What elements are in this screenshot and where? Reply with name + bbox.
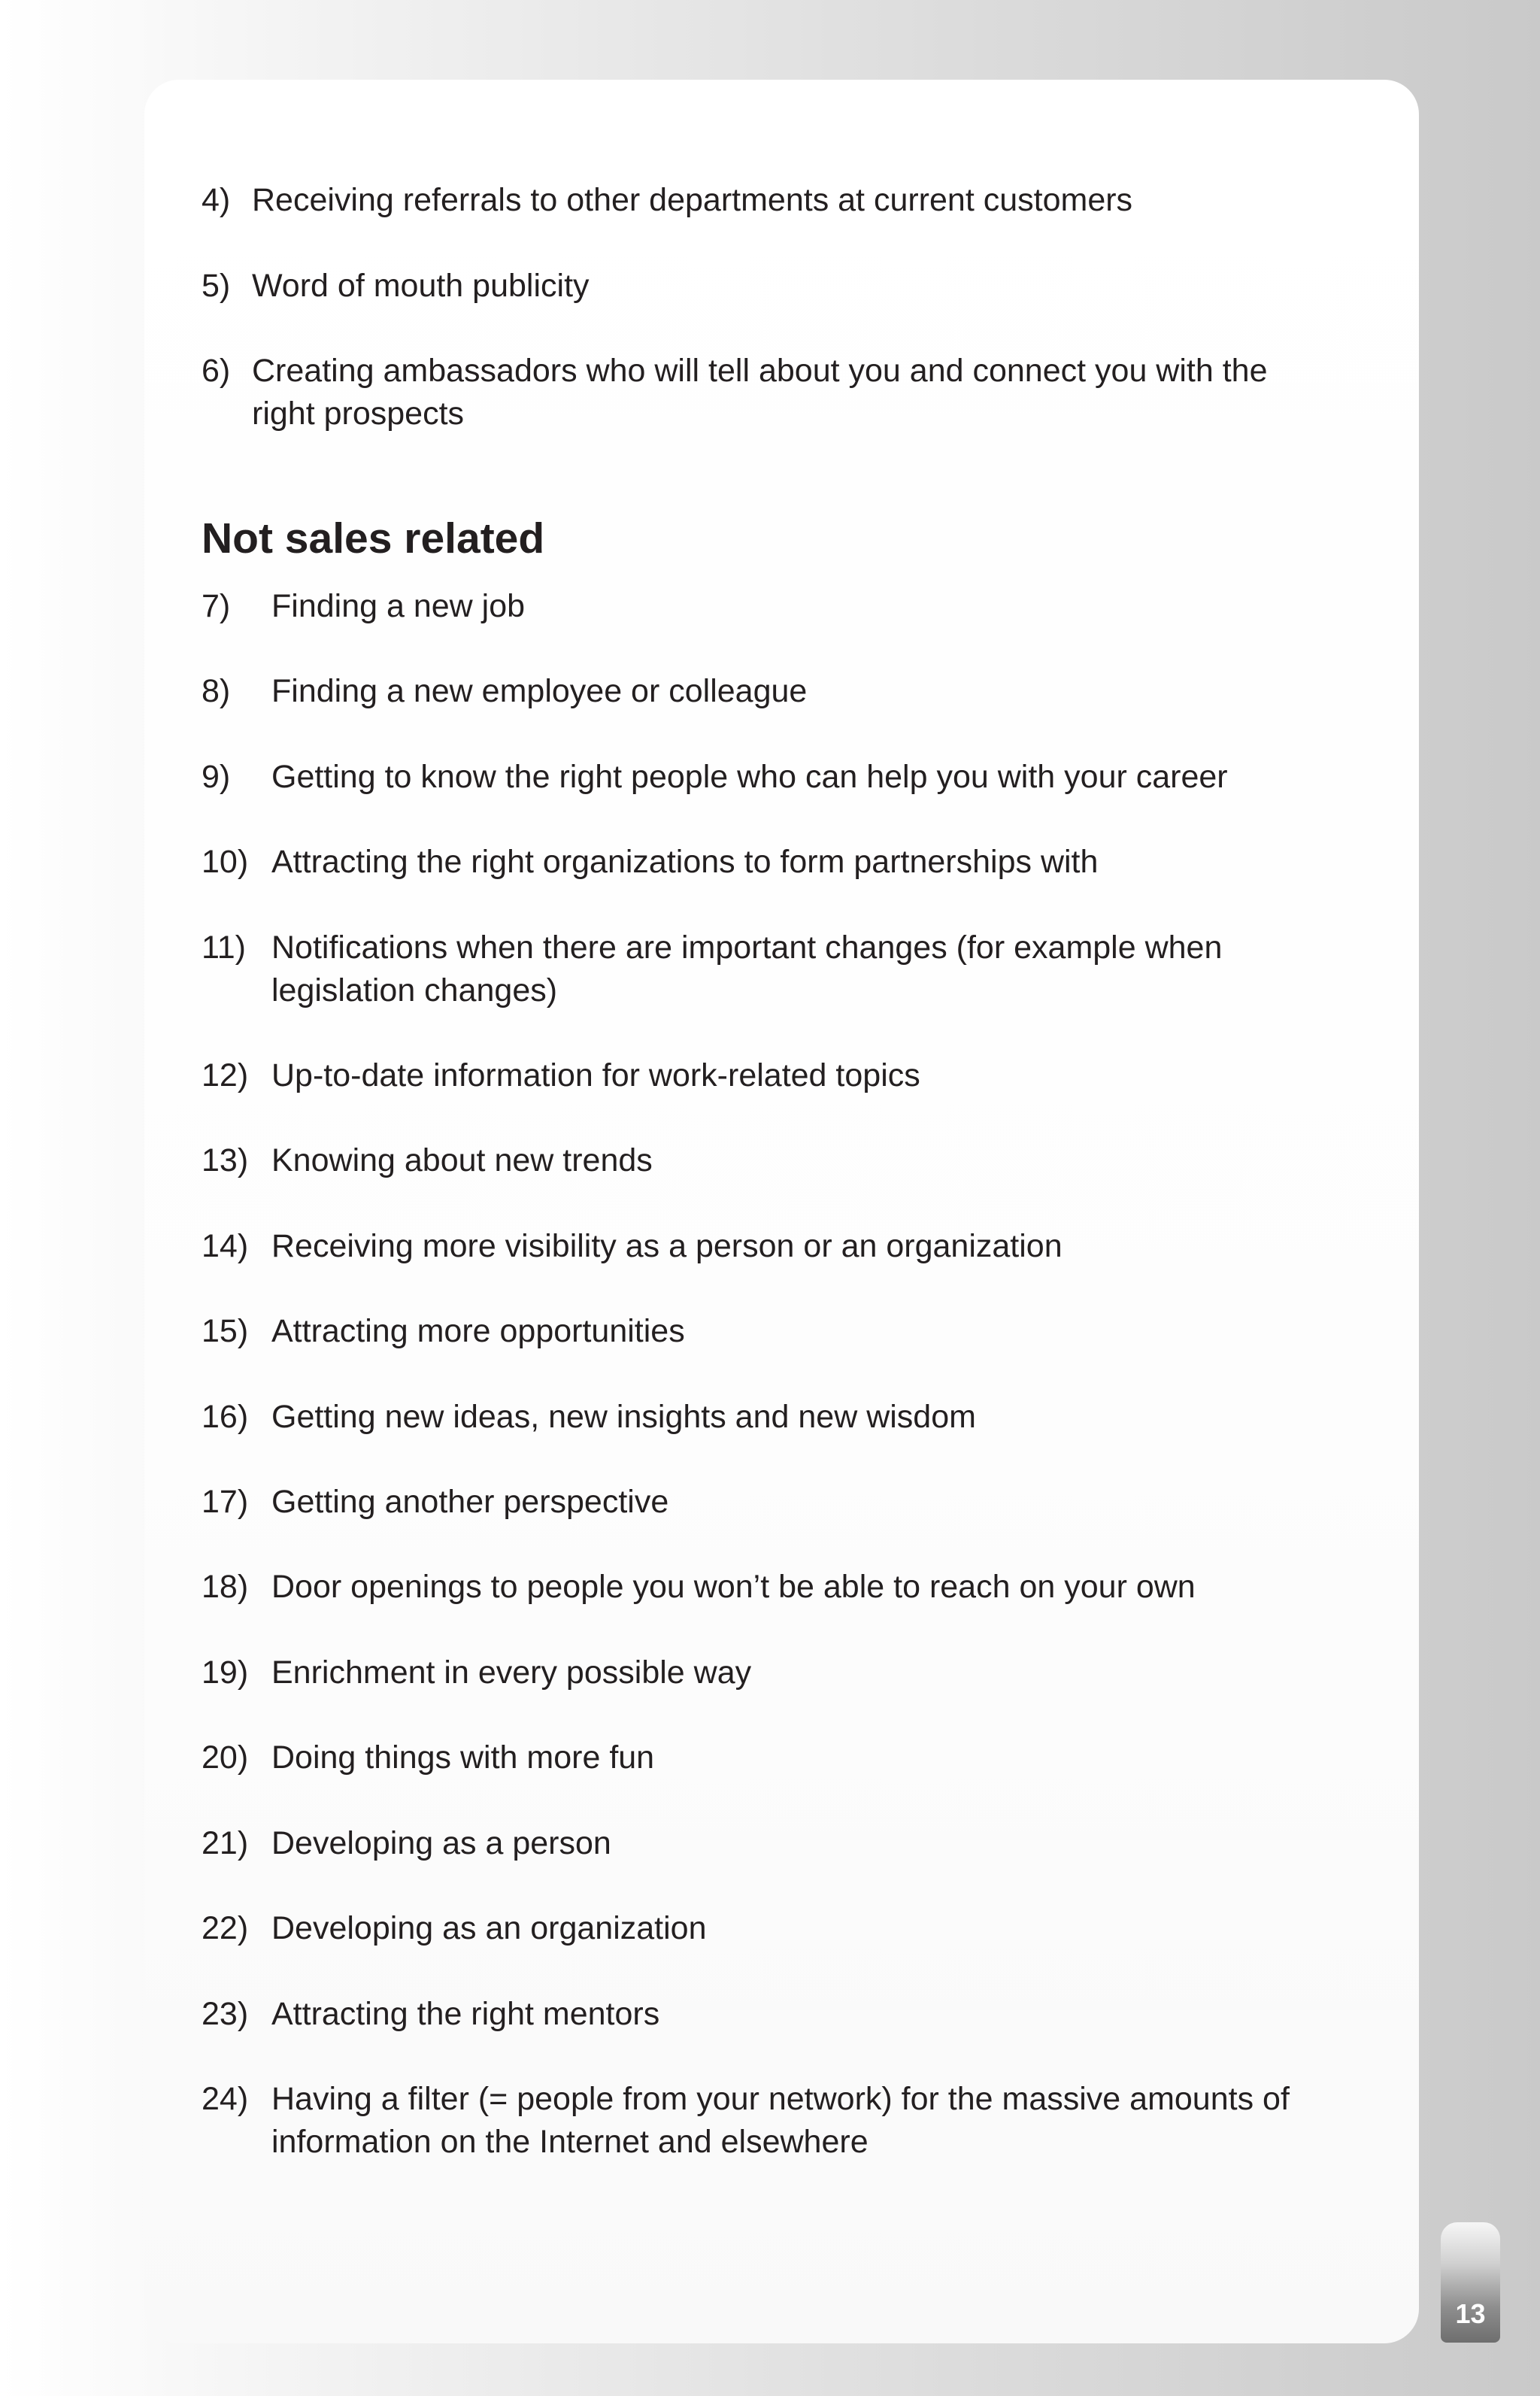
item-text: Up-to-date information for work-related topics	[271, 1057, 920, 1093]
item-number: 14)	[202, 1228, 249, 1264]
item-number: 18)	[202, 1569, 249, 1605]
item-number: 12)	[202, 1057, 249, 1093]
item-text: Getting to know the right people who can help you with your career	[271, 759, 1228, 795]
item-text: Attracting more opportunities	[271, 1313, 685, 1349]
item-number: 22)	[202, 1910, 249, 1946]
item-text: Receiving referrals to other departments at current customers	[252, 182, 1133, 218]
item-text: Getting another perspective	[271, 1484, 669, 1520]
page-number: 13	[1455, 2298, 1486, 2329]
item-text: Doing things with more fun	[271, 1739, 655, 1776]
item-number: 8)	[202, 673, 231, 709]
item-number: 5)	[202, 268, 231, 304]
item-text-continued: information on the Internet and elsewhere	[271, 2124, 869, 2160]
item-number: 20)	[202, 1739, 249, 1776]
item-number: 16)	[202, 1399, 249, 1435]
item-text: Developing as an organization	[271, 1910, 707, 1946]
page-number-tab	[1441, 2222, 1500, 2343]
item-number: 19)	[202, 1654, 249, 1691]
item-text-continued: right prospects	[252, 396, 465, 432]
item-number: 11)	[202, 930, 246, 966]
item-number: 4)	[202, 182, 231, 218]
item-number: 24)	[202, 2081, 249, 2117]
item-text: Finding a new employee or colleague	[271, 673, 808, 709]
item-number: 13)	[202, 1142, 249, 1178]
item-text: Attracting the right mentors	[271, 1996, 660, 2032]
item-number: 7)	[202, 588, 231, 624]
item-text: Door openings to people you won’t be able to reach on your own	[271, 1569, 1196, 1605]
item-text: Notifications when there are important changes (for example when	[271, 930, 1223, 966]
item-text: Receiving more visibility as a person or an organization	[271, 1228, 1063, 1264]
item-text: Getting new ideas, new insights and new wisdom	[271, 1399, 976, 1435]
item-text: Enrichment in every possible way	[271, 1654, 752, 1691]
item-number: 17)	[202, 1484, 249, 1520]
item-text: Creating ambassadors who will tell about you and connect you with the	[252, 353, 1268, 389]
item-number: 15)	[202, 1313, 249, 1349]
item-number: 9)	[202, 759, 231, 795]
item-number: 21)	[202, 1825, 249, 1861]
item-text: Having a filter (= people from your network) for the massive amounts of	[271, 2081, 1290, 2117]
item-text: Developing as a person	[271, 1825, 611, 1861]
section-heading: Not sales related	[202, 514, 545, 563]
item-number: 6)	[202, 353, 231, 389]
item-text: Word of mouth publicity	[252, 268, 590, 304]
item-number: 10)	[202, 844, 249, 880]
item-text: Knowing about new trends	[271, 1142, 653, 1178]
item-number: 23)	[202, 1996, 249, 2032]
item-text: Finding a new job	[271, 588, 526, 624]
item-text: Attracting the right organizations to form partnerships with	[271, 844, 1099, 880]
item-text-continued: legislation changes)	[271, 972, 558, 1008]
